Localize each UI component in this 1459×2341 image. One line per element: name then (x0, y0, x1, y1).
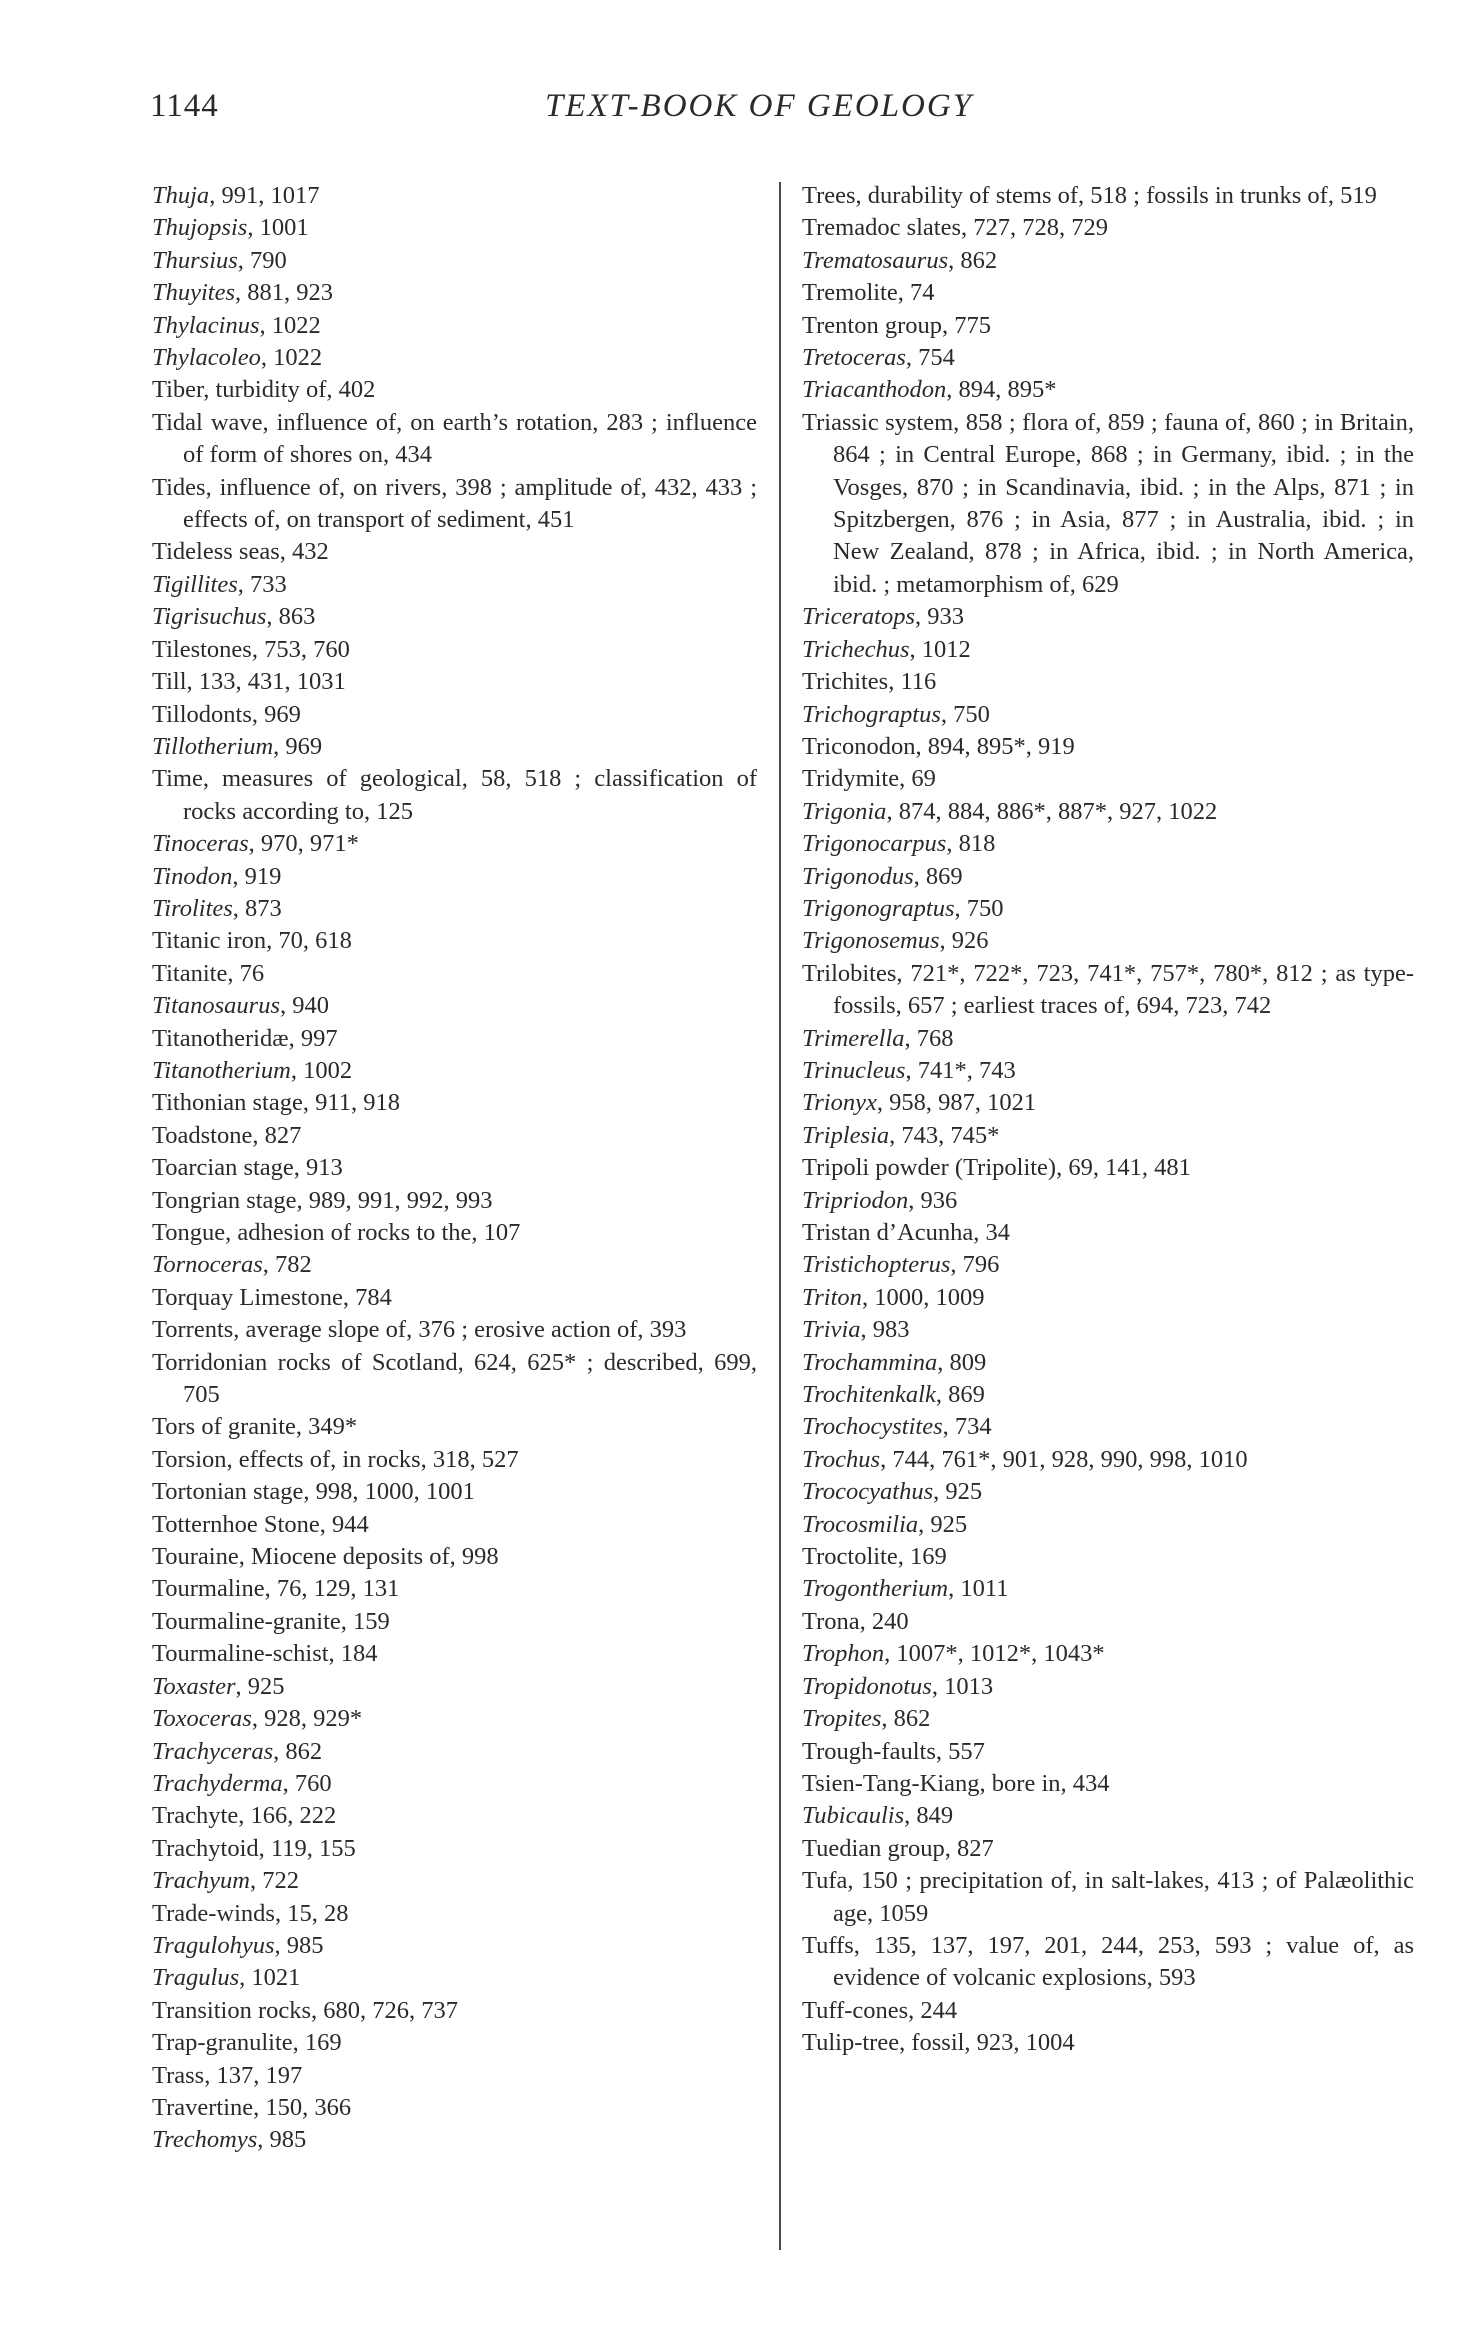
entry-term: Trocosmilia (802, 1510, 919, 1538)
entry-references: Torridonian rocks of Scotland, 624, 625* ; described, 699, 705 (152, 1348, 757, 1409)
index-entry (802, 763, 1414, 795)
index-entry (802, 699, 1414, 731)
index-entry (802, 212, 1414, 244)
index-entry (152, 1541, 757, 1573)
index-entry (152, 1800, 757, 1832)
entry-references: , 862 (881, 1705, 931, 1733)
index-entry (802, 1995, 1414, 2027)
entry-references: Tortonian stage, 998, 1000, 1001 (152, 1478, 475, 1506)
index-entry (802, 374, 1414, 406)
index-entry (152, 2027, 757, 2059)
entry-term: Trivia (802, 1316, 861, 1344)
index-entry (152, 1347, 757, 1412)
index-entry (152, 1703, 757, 1735)
index-entry (152, 180, 757, 212)
entry-references: , 970, 971* (248, 830, 359, 858)
entry-references: Tristan d’Acunha, 34 (802, 1219, 1011, 1246)
entry-references: Trachyte, 166, 222 (152, 1802, 337, 1830)
entry-term: Triton (802, 1283, 862, 1311)
index-entry (802, 1411, 1414, 1443)
entry-references: , 874, 884, 886*, 887*, 927, 1022 (886, 797, 1218, 825)
entry-term: Tornoceras (152, 1251, 263, 1279)
index-entry (152, 2060, 757, 2092)
entry-references: , 985 (257, 2126, 307, 2154)
index-entry (802, 1703, 1414, 1735)
entry-references: Tremadoc slates, 727, 728, 729 (802, 214, 1108, 242)
entry-term: Trimerella (802, 1024, 905, 1052)
index-entry (152, 1606, 757, 1638)
entry-references: , 1022 (259, 311, 321, 339)
entry-references: Tourmaline-schist, 184 (152, 1640, 378, 1668)
entry-term: Trinucleus (802, 1056, 906, 1084)
entry-term: Thylacoleo (152, 344, 261, 372)
index-entry (152, 990, 757, 1022)
entry-references: , 750 (954, 894, 1004, 922)
entry-references: Tuff-cones, 244 (802, 1996, 958, 2024)
entry-term: Trigonocarpus (802, 830, 947, 858)
index-entry (152, 1509, 757, 1541)
entry-references: Trilobites, 721*, 722*, 723, 741*, 757*, 780*, 812 ; as type-fossils, 657 ; earliest traces of, 694, 723, 742 (802, 959, 1414, 1020)
entry-references: Trachytoid, 119, 155 (152, 1834, 356, 1862)
index-entry (152, 1444, 757, 1476)
index-entry (802, 1282, 1414, 1314)
index-entry (152, 763, 757, 828)
entry-references: , 862 (273, 1737, 323, 1765)
entry-references: Torsion, effects of, in rocks, 318, 527 (152, 1445, 519, 1473)
entry-references: Tideless seas, 432 (152, 538, 329, 566)
entry-references: Tuffs, 135, 137, 197, 201, 244, 253, 593 ; value of, as evidence of volcanic explosions, 593 (802, 1931, 1414, 1992)
index-entry (152, 893, 757, 925)
index-entry (152, 1185, 757, 1217)
entry-references: Tourmaline-granite, 159 (152, 1607, 390, 1635)
entry-references: Tilestones, 753, 760 (152, 635, 350, 663)
index-entry (152, 1638, 757, 1670)
entry-references: , 983 (860, 1316, 910, 1344)
entry-references: Trap-granulite, 169 (152, 2029, 342, 2057)
entry-term: Tristichopterus (802, 1251, 951, 1279)
entry-references: , 862 (948, 246, 998, 274)
entry-term: Tretoceras (802, 344, 906, 372)
index-entry (802, 1476, 1414, 1508)
entry-term: Trechomys (152, 2126, 258, 2154)
entry-term: Tropites (802, 1705, 882, 1733)
entry-references: Tremolite, 74 (802, 279, 935, 307)
index-entry (802, 958, 1414, 1023)
index-entry (152, 212, 757, 244)
index-entry (152, 342, 757, 374)
entry-references: Titanic iron, 70, 618 (152, 927, 352, 955)
entry-term: Trigonodus (802, 862, 914, 890)
index-entry (152, 958, 757, 990)
index-entry (802, 796, 1414, 828)
index-entry (802, 180, 1414, 212)
entry-term: Trachyceras (152, 1737, 274, 1765)
running-title: TEXT-BOOK OF GEOLOGY (545, 88, 974, 124)
index-entry (802, 1573, 1414, 1605)
index-entry (152, 1249, 757, 1281)
entry-references: , 928, 929* (251, 1705, 363, 1733)
index-entry (152, 861, 757, 893)
entry-references: Trichites, 116 (802, 668, 937, 696)
index-column-left (152, 180, 757, 2157)
index-entry (802, 342, 1414, 374)
index-entry (152, 310, 757, 342)
entry-references: , 869 (913, 862, 963, 890)
entry-references: Transition rocks, 680, 726, 737 (152, 1996, 459, 2024)
entry-references: , 734 (942, 1413, 992, 1441)
entry-references: Trees, durability of stems of, 518 ; fossils in trunks of, 519 (802, 182, 1377, 209)
entry-term: Triplesia (802, 1121, 890, 1149)
entry-term: Tigrisuchus (152, 603, 267, 631)
entry-references: Tides, influence of, on rivers, 398 ; amplitude of, 432, 433 ; effects of, on transport of sediment, 451 (152, 473, 757, 534)
index-entry (152, 1217, 757, 1249)
entry-references: , 741*, 743 (905, 1056, 1016, 1084)
entry-references: Torquay Limestone, 784 (152, 1283, 392, 1311)
index-entry (152, 1865, 757, 1897)
index-entry (152, 1962, 757, 1994)
index-entry (802, 1055, 1414, 1087)
entry-references: Tufa, 150 ; precipitation of, in salt-lakes, 413 ; of Palæolithic age, 1059 (802, 1867, 1414, 1927)
entry-references: Triconodon, 894, 895*, 919 (802, 732, 1075, 760)
entry-references: Triassic system, 858 ; flora of, 859 ; fauna of, 860 ; in Britain, 864 ; in Central Europe, 868 ; in Germany, ibid. ; in the Vosges, 870 ; in Scandinavia, ibid. ; in the Alps, 871 ; in Spitzbergen, 876 ; in Asia, 877 ; in Australia, ibid. ; in New Zealand, 878 ; in Africa, ibid. ; in North America, ibid. ; metamorphism of, 629 (802, 408, 1414, 598)
entry-term: Tragulus (152, 1964, 240, 1992)
index-entry (152, 245, 757, 277)
index-entry (802, 893, 1414, 925)
entry-references: Tiber, turbidity of, 402 (152, 376, 376, 404)
index-entry (152, 407, 757, 472)
index-entry (152, 634, 757, 666)
entry-references: Till, 133, 431, 1031 (152, 668, 346, 696)
entry-references: , 1012 (909, 635, 971, 663)
entry-term: Tropidonotus (802, 1672, 932, 1700)
index-entry (152, 1023, 757, 1055)
index-entry (152, 569, 757, 601)
index-entry (802, 925, 1414, 957)
index-entry (152, 1898, 757, 1930)
entry-references: , 894, 895* (946, 376, 1057, 404)
entry-references: , 925 (235, 1672, 285, 1700)
entry-references: , 768 (904, 1024, 954, 1052)
index-entry (152, 699, 757, 731)
index-entry (152, 1736, 757, 1768)
index-entry (802, 1930, 1414, 1995)
entry-term: Trionyx (802, 1089, 877, 1117)
entry-references: , 743, 745* (889, 1121, 1000, 1149)
entry-references: Trass, 137, 197 (152, 2061, 303, 2089)
index-entry (152, 1087, 757, 1119)
index-entry (152, 1314, 757, 1346)
entry-term: Tripriodon (802, 1186, 909, 1214)
entry-references: , 991, 1017 (209, 182, 320, 209)
entry-term: Toxaster (152, 1672, 236, 1700)
index-entry (152, 1411, 757, 1443)
entry-term: Trophon (802, 1640, 885, 1668)
entry-term: Trigonosemus (802, 927, 940, 955)
index-entry (802, 1087, 1414, 1119)
entry-references: , 754 (905, 344, 955, 372)
entry-references: Touraine, Miocene deposits of, 998 (152, 1543, 499, 1571)
entry-references: Tithonian stage, 911, 918 (152, 1089, 400, 1117)
entry-references: , 940 (280, 992, 329, 1020)
entry-term: Tigillites (152, 570, 238, 598)
entry-term: Trochocystites (802, 1413, 943, 1441)
index-column-right (802, 180, 1414, 2060)
entry-references: Tridymite, 69 (802, 765, 936, 793)
entry-references: , 760 (282, 1769, 332, 1797)
entry-term: Trachyderma (152, 1769, 283, 1797)
entry-references: Totternhoe Stone, 944 (152, 1510, 369, 1538)
index-entry (152, 1833, 757, 1865)
index-entry (802, 1249, 1414, 1281)
index-entry (152, 2092, 757, 2124)
index-entry (802, 1865, 1414, 1930)
entry-term: Trochus (802, 1445, 881, 1473)
index-entry (802, 731, 1414, 763)
index-entry (152, 536, 757, 568)
entry-references: Torrents, average slope of, 376 ; erosive action of, 393 (152, 1316, 687, 1344)
index-entry (802, 1379, 1414, 1411)
entry-references: Tulip-tree, fossil, 923, 1004 (802, 2029, 1075, 2057)
entry-references: , 936 (908, 1186, 958, 1214)
index-entry (802, 601, 1414, 633)
index-entry (152, 828, 757, 860)
entry-references: , 958, 987, 1021 (876, 1089, 1037, 1117)
entry-term: Tillotherium (152, 732, 274, 760)
entry-references: , 744, 761*, 901, 928, 990, 998, 1010 (880, 1445, 1248, 1473)
index-entry (802, 245, 1414, 277)
entry-term: Trochammina (802, 1348, 938, 1376)
entry-references: Time, measures of geological, 58, 518 ; classification of rocks according to, 125 (152, 765, 757, 825)
index-entry (802, 1800, 1414, 1832)
index-entry (152, 2124, 757, 2156)
entry-references: Toadstone, 827 (152, 1121, 302, 1149)
index-entry (152, 601, 757, 633)
entry-references: Tidal wave, influence of, on earth’s rotation, 283 ; influence of form of shores on, 434 (152, 408, 757, 469)
index-entry (802, 1444, 1414, 1476)
index-entry (802, 1185, 1414, 1217)
entry-references: , 933 (915, 603, 964, 631)
entry-term: Thujopsis (152, 214, 248, 242)
index-entry (152, 1671, 757, 1703)
entry-references: Tillodonts, 969 (152, 700, 301, 728)
entry-term: Triceratops (802, 603, 915, 631)
entry-references: , 969 (273, 732, 323, 760)
entry-references: Troctolite, 169 (802, 1543, 947, 1571)
entry-term: Thuyites (152, 279, 236, 307)
index-entry (152, 1120, 757, 1152)
entry-references: , 849 (904, 1802, 954, 1830)
entry-term: Tinoceras (152, 830, 249, 858)
entry-term: Trigonia (802, 797, 887, 825)
entry-term: Trachyum (152, 1867, 250, 1895)
entry-references: , 796 (950, 1251, 1000, 1279)
index-entry (802, 1541, 1414, 1573)
entry-references: Titanite, 76 (152, 959, 265, 987)
entry-term: Tubicaulis (802, 1802, 905, 1830)
index-entry (802, 1314, 1414, 1346)
index-entry (802, 1347, 1414, 1379)
index-entry (802, 1509, 1414, 1541)
index-entry (802, 277, 1414, 309)
index-entry (802, 2027, 1414, 2059)
index-entry (152, 1930, 757, 1962)
index-entry (152, 1476, 757, 1508)
entry-references: , 809 (937, 1348, 987, 1376)
index-entry (802, 407, 1414, 601)
index-entry (802, 1120, 1414, 1152)
index-entry (802, 1638, 1414, 1670)
index-entry (802, 634, 1414, 666)
entry-term: Thylacinus (152, 311, 260, 339)
page-number: 1144 (150, 88, 219, 124)
entry-references: , 1013 (931, 1672, 994, 1700)
entry-references: , 869 (935, 1381, 985, 1409)
entry-references: Trade-winds, 15, 28 (152, 1899, 349, 1927)
entry-references: Tuedian group, 827 (802, 1834, 994, 1862)
index-entry (152, 1282, 757, 1314)
index-entry (802, 310, 1414, 342)
index-entry (152, 1055, 757, 1087)
index-entry (802, 1736, 1414, 1768)
entry-term: Thursius (152, 246, 238, 274)
index-entry (802, 1768, 1414, 1800)
entry-references: Tongrian stage, 989, 991, 992, 993 (152, 1186, 493, 1214)
index-entry (152, 731, 757, 763)
entry-term: Titanosaurus (152, 992, 280, 1020)
entry-references: , 1022 (260, 344, 323, 372)
entry-references: Trenton group, 775 (802, 311, 991, 339)
index-entry (152, 666, 757, 698)
entry-references: Tongue, adhesion of rocks to the, 107 (152, 1219, 521, 1246)
entry-references: , 925 (918, 1510, 968, 1538)
entry-references: , 925 (933, 1478, 983, 1506)
entry-references: Titanotheridæ, 997 (152, 1024, 338, 1052)
entry-term: Toxoceras (152, 1705, 252, 1733)
entry-references: Tripoli powder (Tripolite), 69, 141, 481 (802, 1154, 1191, 1182)
index-entry (152, 925, 757, 957)
index-entry (802, 1833, 1414, 1865)
entry-references: Toarcian stage, 913 (152, 1154, 343, 1182)
entry-term: Tinodon (152, 862, 233, 890)
entry-term: Triacanthodon (802, 376, 947, 404)
entry-references: Trough-faults, 557 (802, 1737, 985, 1765)
entry-term: Trogontherium (802, 1575, 949, 1603)
index-entry (152, 1573, 757, 1605)
entry-references: , 926 (939, 927, 989, 955)
entry-references: Tsien-Tang-Kiang, bore in, 434 (802, 1769, 1110, 1797)
entry-references: Trona, 240 (802, 1607, 909, 1635)
entry-term: Tragulohyus (152, 1931, 275, 1959)
entry-references: , 750 (940, 700, 990, 728)
entry-references: Tourmaline, 76, 129, 131 (152, 1575, 400, 1603)
entry-references: , 1001 (247, 214, 309, 242)
entry-term: Trochitenkalk (802, 1381, 936, 1409)
entry-references: , 782 (262, 1251, 312, 1279)
entry-term: Trococyathus (802, 1478, 934, 1506)
entry-references: , 790 (237, 246, 287, 274)
entry-term: Trigonograptus (802, 894, 955, 922)
index-entry (802, 828, 1414, 860)
entry-references: , 1007*, 1012*, 1043* (884, 1640, 1105, 1668)
index-entry (802, 666, 1414, 698)
index-entry (802, 1152, 1414, 1184)
entry-term: Trematosaurus (802, 246, 949, 274)
entry-references: Travertine, 150, 366 (152, 2093, 352, 2121)
entry-term: Titanotherium (152, 1056, 291, 1084)
column-divider (779, 182, 781, 2250)
index-entry (152, 472, 757, 537)
index-entry (802, 861, 1414, 893)
entry-references: , 1002 (290, 1056, 353, 1084)
entry-references: , 1000, 1009 (861, 1283, 985, 1311)
index-entry (802, 1671, 1414, 1703)
entry-references: , 985 (274, 1931, 324, 1959)
index-entry (152, 277, 757, 309)
entry-references: , 863 (266, 603, 316, 631)
index-entry (152, 374, 757, 406)
entry-references: , 919 (232, 862, 282, 890)
entry-references: , 722 (250, 1867, 299, 1895)
entry-references: , 1011 (948, 1575, 1009, 1603)
entry-term: Thuja (152, 182, 210, 209)
index-entry (802, 1606, 1414, 1638)
entry-references: Tors of granite, 349* (152, 1413, 358, 1441)
index-entry (802, 1217, 1414, 1249)
entry-references: , 733 (237, 570, 287, 598)
index-entry (152, 1152, 757, 1184)
entry-term: Tirolites (152, 894, 233, 922)
entry-term: Trichograptus (802, 700, 941, 728)
entry-references: , 881, 923 (235, 279, 334, 307)
index-entry (802, 1023, 1414, 1055)
entry-references: , 873 (232, 894, 282, 922)
entry-references: , 818 (946, 830, 996, 858)
index-entry (152, 1768, 757, 1800)
index-entry (152, 1995, 757, 2027)
page-header (0, 88, 1459, 138)
entry-term: Trichechus (802, 635, 910, 663)
entry-references: , 1021 (239, 1964, 301, 1992)
